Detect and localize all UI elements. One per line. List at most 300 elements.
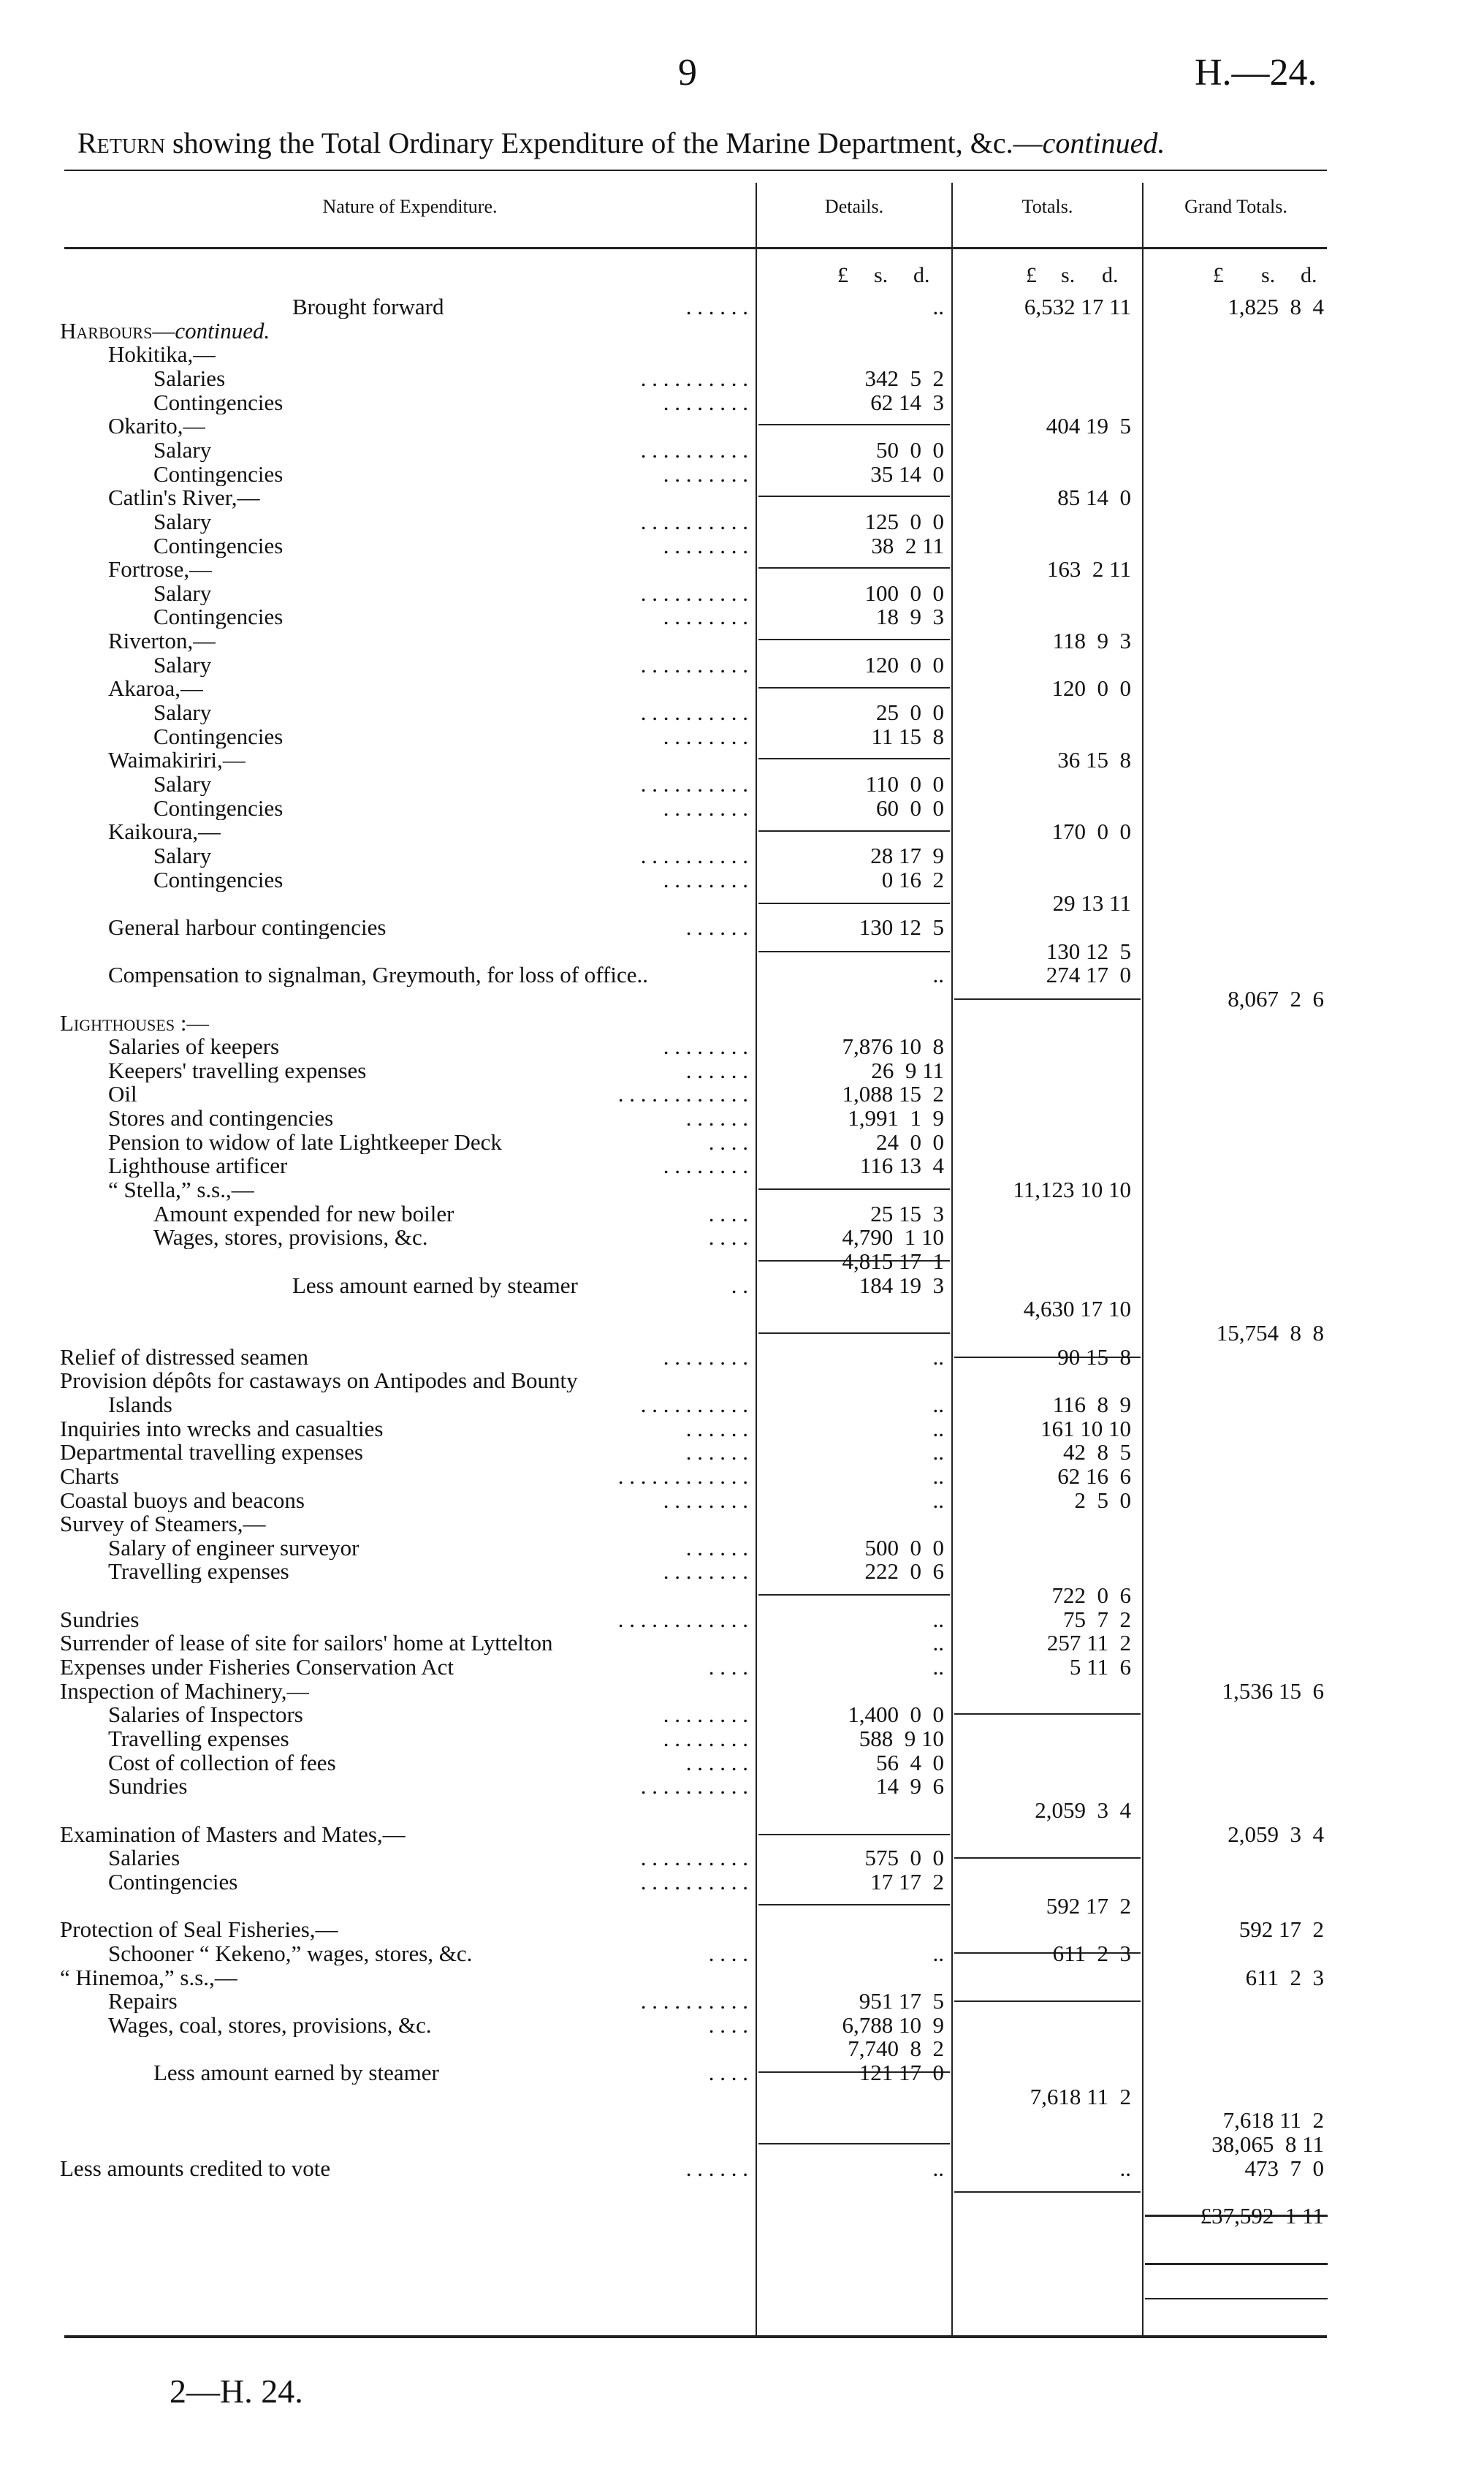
page-number: 9 [678,52,697,94]
table-row [0,844,1484,868]
row-description: Hokitika,— [108,343,216,367]
table-row [0,1250,1484,1273]
leader-dots: . . . . . . . . . . [640,1391,748,1417]
row-description: Travelling expenses [108,1727,289,1751]
leader-dots: . . . . . . . . . . [640,580,748,606]
column-header-totals: Totals. [1021,196,1073,217]
leader-dots: . . . . . . . . . . [640,508,748,534]
document-reference: H.—24. [1195,52,1317,94]
row-description: Protection of Seal Fisheries,— [60,1918,338,1942]
table-bottom-rule [64,2335,1327,2338]
details-cell: 25 15 3 [870,1200,944,1226]
totals-cell: 274 17 0 [1046,962,1131,988]
details-cell: 26 9 11 [871,1057,944,1083]
title-middle: showing the Total Ordinary Expenditure of the Marine Department, &c.— [165,126,1043,159]
table-row [0,582,1484,605]
details-cell: 116 13 4 [859,1153,944,1179]
leader-dots: . . . . . . [685,1415,748,1441]
header-bottom-rule [64,247,1327,249]
row-description: Salary [153,581,212,605]
table-row [0,343,1484,366]
table-row [0,460,1484,487]
unit-pound: £ [1213,263,1224,287]
details-cell: 28 17 9 [870,842,944,868]
details-cell: 0 16 2 [881,866,944,892]
table-row [0,1012,1484,1035]
table-row [0,1751,1484,1775]
details-cell: 11 15 8 [871,723,944,749]
totals-cell: 4,630 17 10 [1023,1296,1131,1322]
table-row [0,1441,1484,1464]
leader-dots: . . . . . . . . . . [640,842,748,868]
details-cell: 50 0 0 [876,436,944,463]
unit-pound: £ [837,263,848,287]
row-description: Salary [153,438,212,462]
details-cell: 4,790 1 10 [842,1224,944,1251]
details-cell: 342 5 2 [864,365,944,391]
row-description: Akaroa,— [108,677,203,701]
row-description: Waimakiriri,— [108,748,246,773]
details-cell: .. [932,1630,944,1656]
table-row [0,892,1484,915]
totals-cell: 11,123 10 10 [1013,1177,1131,1203]
table-row [0,1990,1484,2013]
totals-cell: 592 17 2 [1046,1892,1131,1919]
row-description: Inspection of Machinery,— [60,1679,310,1703]
row-description: Less amount earned by steamer [292,1273,578,1297]
table-row [0,1369,1484,1392]
row-description: Examination of Masters and Mates,— [60,1822,406,1846]
details-cell: .. [932,294,944,319]
leader-dots: . . . . . . . . [663,460,748,487]
totals-cell: 170 0 0 [1051,819,1131,845]
table-row [0,2180,1484,2204]
table-row [0,295,1484,319]
row-description: Pension to widow of late Lightkeeper Deck [108,1130,502,1154]
table-row [0,1870,1484,1894]
table-row [0,940,1484,963]
leader-dots: . . . . . . . . [663,794,748,821]
unit-pound: £ [1026,263,1037,287]
unit-shilling: s. [1261,263,1276,287]
leader-dots: . . . . . . . . . . [640,1868,748,1895]
leader-dots: . . . . . . . . . . . . [617,1081,748,1107]
table-row [0,1131,1484,1154]
row-description: Brought forward [292,295,444,319]
leader-dots: . . . . . . . . [663,1558,748,1585]
table-row [0,605,1484,629]
table-row [0,1656,1484,1679]
leader-dots: . . . . . . . . . . [640,436,748,463]
leader-dots: . . . . . . [685,294,748,319]
row-description: Keepers' travelling expenses [108,1058,367,1082]
row-description: Less amounts credited to vote [60,2156,331,2180]
column-header-grand-totals: Grand Totals. [1184,196,1287,217]
details-cell: .. [932,1654,944,1680]
leader-dots: . . . . . . [685,2155,748,2181]
details-cell: 14 9 6 [876,1773,944,1799]
leader-dots: . . . . . . . . [663,1702,748,1728]
details-cell: 130 12 5 [859,914,944,940]
table-row [0,1178,1484,1202]
leader-dots: . . . . . . [685,914,748,940]
leader-dots: . . . . . . . . . . [640,651,748,678]
table-row [0,1154,1484,1177]
grand-total-cell: £37,592 1 11 [1200,2203,1324,2229]
table-row [0,1489,1484,1512]
row-description: Departmental travelling expenses [60,1441,363,1465]
table-row [0,1107,1484,1130]
row-description: Inquiries into wrecks and casualties [60,1416,384,1441]
row-description: Contingencies [153,605,284,629]
table-row [0,436,1484,463]
row-description: Oil [108,1082,137,1107]
details-cell: 38 2 11 [871,532,944,558]
details-cell: 24 0 0 [876,1129,944,1155]
leader-dots: . . . . . . [685,1749,748,1775]
title-prefix: Return [77,126,166,159]
row-description: Salary [153,843,212,868]
leader-dots: . . . . . . . . . . [640,365,748,391]
totals-cell: 29 13 11 [1052,890,1131,917]
table-row [0,2204,1484,2228]
table-row [0,1677,1484,1704]
row-description: Salaries [153,366,226,390]
totals-cell: 257 11 2 [1046,1630,1131,1656]
details-cell: 125 0 0 [864,508,944,534]
table-row [0,748,1484,772]
details-cell: 35 14 0 [870,460,944,487]
table-row [0,1321,1484,1345]
table-row [0,1082,1484,1106]
row-description: Schooner “ Kekeno,” wages, stores, &c. [108,1941,473,1965]
details-cell: 18 9 3 [876,604,944,630]
table-row [0,1942,1484,1965]
table-row [0,1918,1484,1941]
details-cell: 951 17 5 [859,1988,944,2014]
table-row [0,916,1484,939]
table-row [0,391,1484,414]
leader-dots: . . . . [708,1129,748,1155]
grand-total-cell: 1,825 8 4 [1228,294,1324,319]
totals-cell: 116 8 9 [1052,1391,1131,1417]
unit-shilling: s. [1061,263,1076,287]
leader-dots: . . . . . . . . [663,1034,748,1060]
row-description: Contingencies [153,724,284,748]
leader-dots: . . . . . . . . . . [640,771,748,797]
table-top-rule [64,170,1327,171]
details-cell: 4,815 17 1 [842,1248,944,1274]
row-description: Salary [153,653,212,677]
leader-dots: . . . . . . . . [663,604,748,630]
row-description: Wages, stores, provisions, &c. [153,1226,428,1250]
table-row [0,1274,1484,1297]
row-description: “ Stella,” s.s.,— [108,1178,254,1202]
row-description: Contingencies [153,534,284,558]
details-cell: .. [932,1439,944,1465]
row-description: Harbours—continued. [60,319,270,343]
details-cell: 1,088 15 2 [842,1081,944,1107]
leader-dots: . . . . . . . . . . [640,699,748,726]
page-footer: 2—H. 24. [170,2373,303,2410]
table-row [0,1059,1484,1082]
row-description: Contingencies [153,390,284,414]
totals-cell: 2 5 0 [1074,1487,1131,1513]
row-description: Contingencies [153,462,284,486]
details-cell: 100 0 0 [864,580,944,606]
table-row [0,1631,1484,1655]
leader-dots: . . . . . . . . [663,1487,748,1513]
leader-dots: . . . . . . . . . . . . [617,1463,748,1489]
grand-total-cell: 15,754 8 8 [1216,1319,1324,1346]
row-description: Contingencies [153,868,284,892]
table-row [0,2133,1484,2156]
row-description: Salary of engineer surveyor [108,1536,359,1560]
details-cell: 56 4 0 [876,1749,944,1775]
row-description: Kaikoura,— [108,820,221,844]
totals-cell: 404 19 5 [1046,413,1131,439]
table-row [0,820,1484,843]
row-description: Salary [153,773,212,796]
details-cell: 222 0 6 [864,1558,944,1585]
page-title [77,126,1165,160]
unit-shilling: s. [874,263,889,287]
details-cell: .. [932,1343,944,1370]
row-description: Lighthouses :— [60,1011,210,1035]
row-description: “ Hinemoa,” s.s.,— [60,1965,237,1990]
details-cell: 60 0 0 [876,794,944,821]
details-cell: 184 19 3 [859,1272,944,1298]
details-cell: .. [932,2155,944,2181]
unit-pence: d. [1301,263,1317,287]
table-row [0,1035,1484,1058]
totals-cell: 722 0 6 [1051,1582,1131,1609]
row-description: Repairs [108,1990,178,2014]
details-cell: 121 17 0 [859,2060,944,2086]
table-row [0,510,1484,534]
leader-dots: . . . . [708,1654,748,1680]
details-cell: 1,400 0 0 [848,1702,944,1728]
row-description: Cost of collection of fees [108,1751,336,1775]
totals-cell: 2,059 3 4 [1035,1797,1131,1823]
table-row [0,1512,1484,1536]
leader-dots: . . . . . . [685,1439,748,1465]
totals-cell: 118 9 3 [1052,628,1131,654]
table-row [0,2109,1484,2132]
grand-total-cell: 473 7 0 [1244,2155,1324,2181]
totals-cell: 120 0 0 [1051,675,1131,702]
table-row [0,1465,1484,1488]
totals-cell: 42 8 5 [1063,1439,1131,1465]
table-row [0,1846,1484,1870]
grand-total-cell: 2,059 3 4 [1228,1821,1324,1847]
details-cell: .. [932,1415,944,1441]
leader-dots: . . [731,1272,748,1298]
table-row [0,1892,1484,1919]
details-cell: .. [932,1463,944,1489]
table-row [0,701,1484,724]
table-row [0,963,1484,987]
table-row [0,677,1484,700]
table-row [0,1727,1484,1751]
table-row [0,725,1484,748]
leader-dots: . . . . [708,2011,748,2038]
table-row [0,1775,1484,1798]
row-description: Salaries [108,1846,180,1870]
row-description: Provision dépôts for castaways on Antipodes and Bounty [60,1369,578,1393]
leader-dots: . . . . . . . . [663,532,748,558]
column-header-nature: Nature of Expenditure. [322,196,498,217]
table-row [0,987,1484,1011]
row-description: Salaries of keepers [108,1035,280,1059]
leader-dots: . . . . . . . . [663,723,748,749]
row-description: Salary [153,701,212,725]
leader-dots: . . . . . . . . [663,1343,748,1370]
details-cell: .. [932,1391,944,1417]
table-row [0,558,1484,581]
leader-dots: . . . . . . . . [663,1726,748,1751]
details-cell: 1,991 1 9 [848,1105,944,1131]
details-cell: 25 0 0 [876,699,944,726]
leader-dots: . . . . [708,1200,748,1226]
table-row [0,773,1484,796]
row-description: Relief of distressed seamen [60,1345,309,1369]
unit-pence: d. [913,263,930,287]
row-description: Less amount earned by steamer [153,2061,439,2085]
table-row [0,2037,1484,2060]
details-cell: 7,740 8 2 [848,2036,944,2062]
table-row [0,1297,1484,1321]
details-cell: .. [932,962,944,988]
grand-total-cell: 8,067 2 6 [1228,985,1324,1012]
row-description: Okarito,— [108,414,206,439]
details-cell: 110 0 0 [865,771,944,797]
table-row [0,1226,1484,1249]
table-row [0,653,1484,677]
row-description: Compensation to signalman, Greymouth, for loss of office.. [108,963,649,987]
row-description: Lighthouse artificer [108,1154,288,1178]
details-cell: .. [932,1606,944,1632]
leader-dots: . . . . . . . . . . [640,1988,748,2014]
row-description: Salaries of Inspectors [108,1703,303,1727]
row-description: Salary [153,509,212,534]
table-row [0,1966,1484,1990]
totals-cell: 75 7 2 [1063,1606,1131,1632]
grand-total-cell: 592 17 2 [1238,1916,1324,1943]
leader-dots: . . . . [708,2060,748,2086]
row-description: Coastal buoys and beacons [60,1488,305,1512]
details-cell: 500 0 0 [864,1534,944,1560]
details-cell: 6,788 10 9 [842,2011,944,2038]
table-row [0,1393,1484,1416]
table-row [0,2061,1484,2085]
grand-total-cell: 611 2 3 [1245,1964,1324,1990]
details-cell: 588 9 10 [859,1726,944,1751]
table-row [0,2011,1484,2038]
totals-cell: 36 15 8 [1057,747,1131,773]
totals-cell: 5 11 6 [1069,1654,1131,1680]
table-row [0,1823,1484,1846]
row-description: Islands [108,1392,172,1416]
table-row [0,1799,1484,1822]
totals-cell: 6,532 17 11 [1024,294,1131,319]
table-row [0,1560,1484,1583]
column-header-details: Details. [824,196,884,217]
totals-cell: 130 12 5 [1046,938,1131,964]
row-description: Surrender of lease of site for sailors' home at Lyttelton [60,1631,553,1656]
totals-cell: .. [1119,2155,1131,2181]
grand-total-cell: 38,065 8 11 [1211,2131,1324,2158]
row-description: Stores and contingencies [108,1107,334,1131]
row-description: Catlin's River,— [108,486,260,510]
details-cell: 17 17 2 [870,1868,944,1895]
details-cell: 7,876 10 8 [842,1034,944,1060]
details-cell: .. [932,1940,944,1966]
row-description: Sundries [60,1607,140,1631]
totals-cell: 163 2 11 [1046,556,1131,583]
row-description: General harbour contingencies [108,915,387,939]
row-description: Contingencies [108,1870,238,1894]
table-row [0,414,1484,438]
table-row [0,1584,1484,1607]
table-row [0,2157,1484,2180]
leader-dots: . . . . . . . . [663,866,748,892]
title-suffix: continued. [1042,126,1165,159]
table-row [0,868,1484,892]
table-row [0,1536,1484,1560]
row-description: Amount expended for new boiler [153,1202,454,1226]
leader-dots: . . . . . . . . . . [640,1845,748,1871]
unit-pence: d. [1102,263,1119,287]
leader-dots: . . . . . . [685,1057,748,1083]
table-row [0,1202,1484,1226]
row-description: Fortrose,— [108,558,213,582]
table-row [0,2085,1484,2109]
details-cell: 120 0 0 [864,651,944,678]
totals-cell: 161 10 10 [1040,1415,1131,1441]
totals-cell: 62 16 6 [1057,1463,1131,1489]
leader-dots: . . . . . . . . [663,1153,748,1179]
row-description: Charts [60,1464,119,1488]
details-cell: 62 14 3 [870,389,944,415]
row-description: Survey of Steamers,— [60,1512,266,1536]
totals-cell: 611 2 3 [1052,1940,1131,1966]
totals-cell: 7,618 11 2 [1030,2083,1131,2109]
row-description: Expenses under Fisheries Conservation Act [60,1656,454,1680]
table-row [0,319,1484,343]
table-row [0,1417,1484,1441]
table-row [0,1343,1484,1370]
details-cell: 575 0 0 [864,1845,944,1871]
details-cell: .. [932,1487,944,1513]
table-row [0,794,1484,821]
row-description: Riverton,— [108,629,216,653]
totals-cell: 85 14 0 [1057,485,1131,511]
totals-cell: 90 15 8 [1057,1343,1131,1370]
leader-dots: . . . . . . . . . . . . [617,1606,748,1632]
table-row [0,367,1484,390]
grand-total-cell: 7,618 11 2 [1222,2107,1324,2134]
table-row [0,629,1484,653]
row-description: Sundries [108,1775,188,1799]
grand-total-cell: 1,536 15 6 [1222,1677,1324,1704]
leader-dots: . . . . . . . . [663,389,748,415]
row-description: Wages, coal, stores, provisions, &c. [108,2013,432,2037]
leader-dots: . . . . . . [685,1105,748,1131]
table-row [0,1608,1484,1631]
leader-dots: . . . . [708,1940,748,1966]
table-row [0,534,1484,558]
